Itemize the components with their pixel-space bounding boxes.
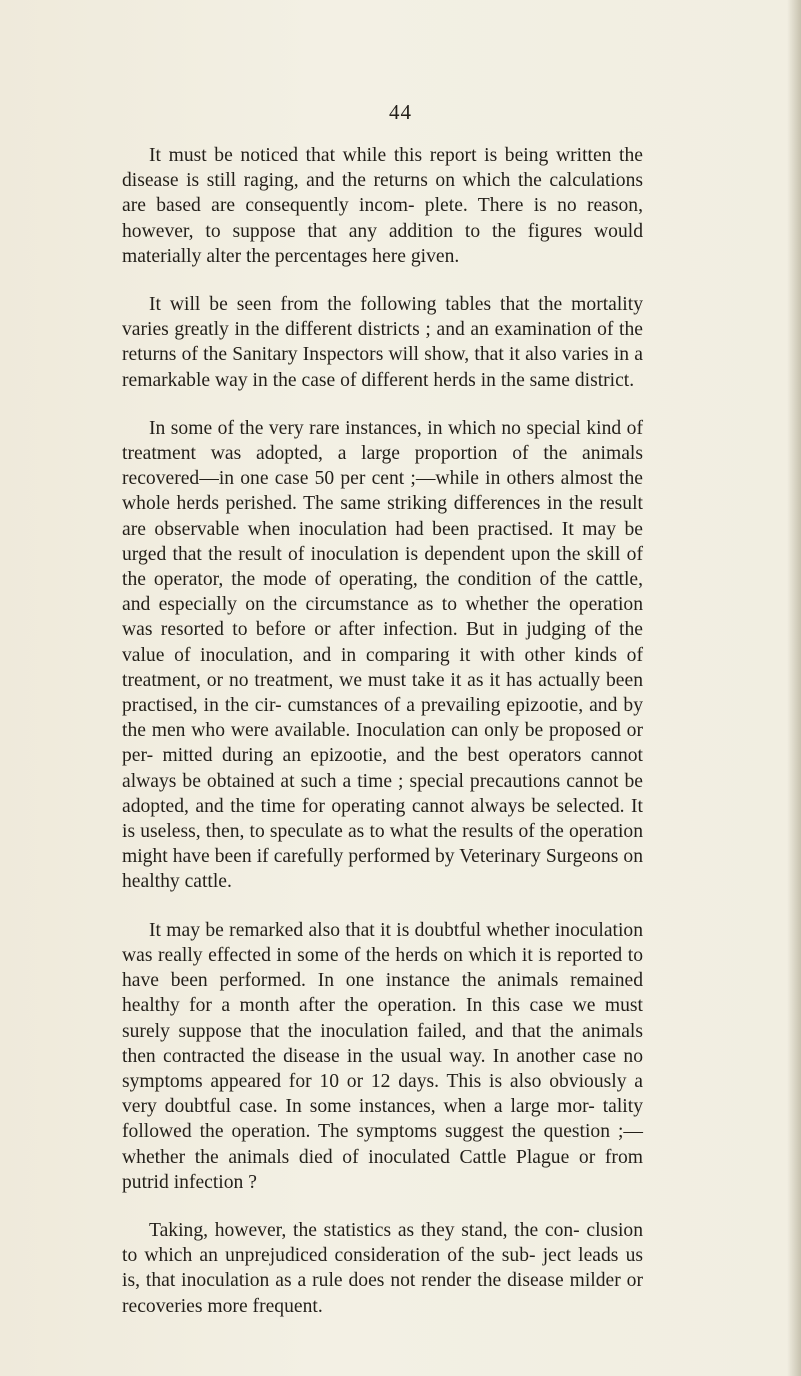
paragraph-conclusion: Taking, however, the statistics as they stand, the con- clusion to which an unprejudiced consideration of the sub- ject leads us is, that inoculation as a rule does not render the disease milder or recoveries more frequent. (122, 1219, 643, 1317)
paragraph-report-incomplete: It must be noticed that while this report is being written the disease is still raging, and the returns on which the calculations are based are consequently incom- plete. There is no reason, however, to suppose that any addition to the figures would materially alter the percentages here given. (122, 145, 643, 267)
body-text (122, 143, 643, 1342)
paragraph-mortality-varies: It will be seen from the following tables that the mortality varies greatly in the different districts ; and an examination of the returns of the Sanitary Inspectors will show, that it also varies in a remarkable way in the case of different herds in the same district. (122, 294, 643, 391)
paragraph-treatment-differences: In some of the very rare instances, in which no special kind of treatment was adopted, a large proportion of the animals recovered—in one case 50 per cent ;—while in others almost the whole herds perished. The same striking differences in the result are observable when inoculation had been practised. It may be urged that the result of inoculation is dependent upon the skill of the operator, the mode of operating, the condition of the cattle, and especially on the circumstance as to whether the operation was resorted to before or after infection. But in judging of the value of inoculation, and in comparing it with other kinds of treatment, or no treatment, we must take it as it has actually been practised, in the cir- cumstances of a prevailing epizootie, and by the men who were available. Inoculation can only be proposed or per- mitted during an epizootie, and the best operators cannot always be obtained at such a time ; special precautions cannot be adopted, and the time for operating cannot always be selected. It is useless, then, to speculate as to what the results of the operation might have been if carefully performed by Veterinary Surgeons on healthy cattle. (122, 417, 643, 893)
page-number: 44 (389, 100, 412, 124)
page-edge-shadow (787, 0, 801, 1376)
paragraph-doubtful-inoculation: It may be remarked also that it is doubtful whether inoculation was really effected in some of the herds on which it is reported to have been performed. In one instance the animals remained healthy for a month after the operation. In this case we must surely suppose that the inoculation failed, and that the animals then contracted the disease in the usual way. In another case no symptoms appeared for 10 or 12 days. This is also obviously a very doubtful case. In some instances, when a large mor- tality followed the operation. The symptoms suggest the question ;—whether the animals died of inoculated Cattle Plague or from putrid infection ? (122, 919, 643, 1193)
